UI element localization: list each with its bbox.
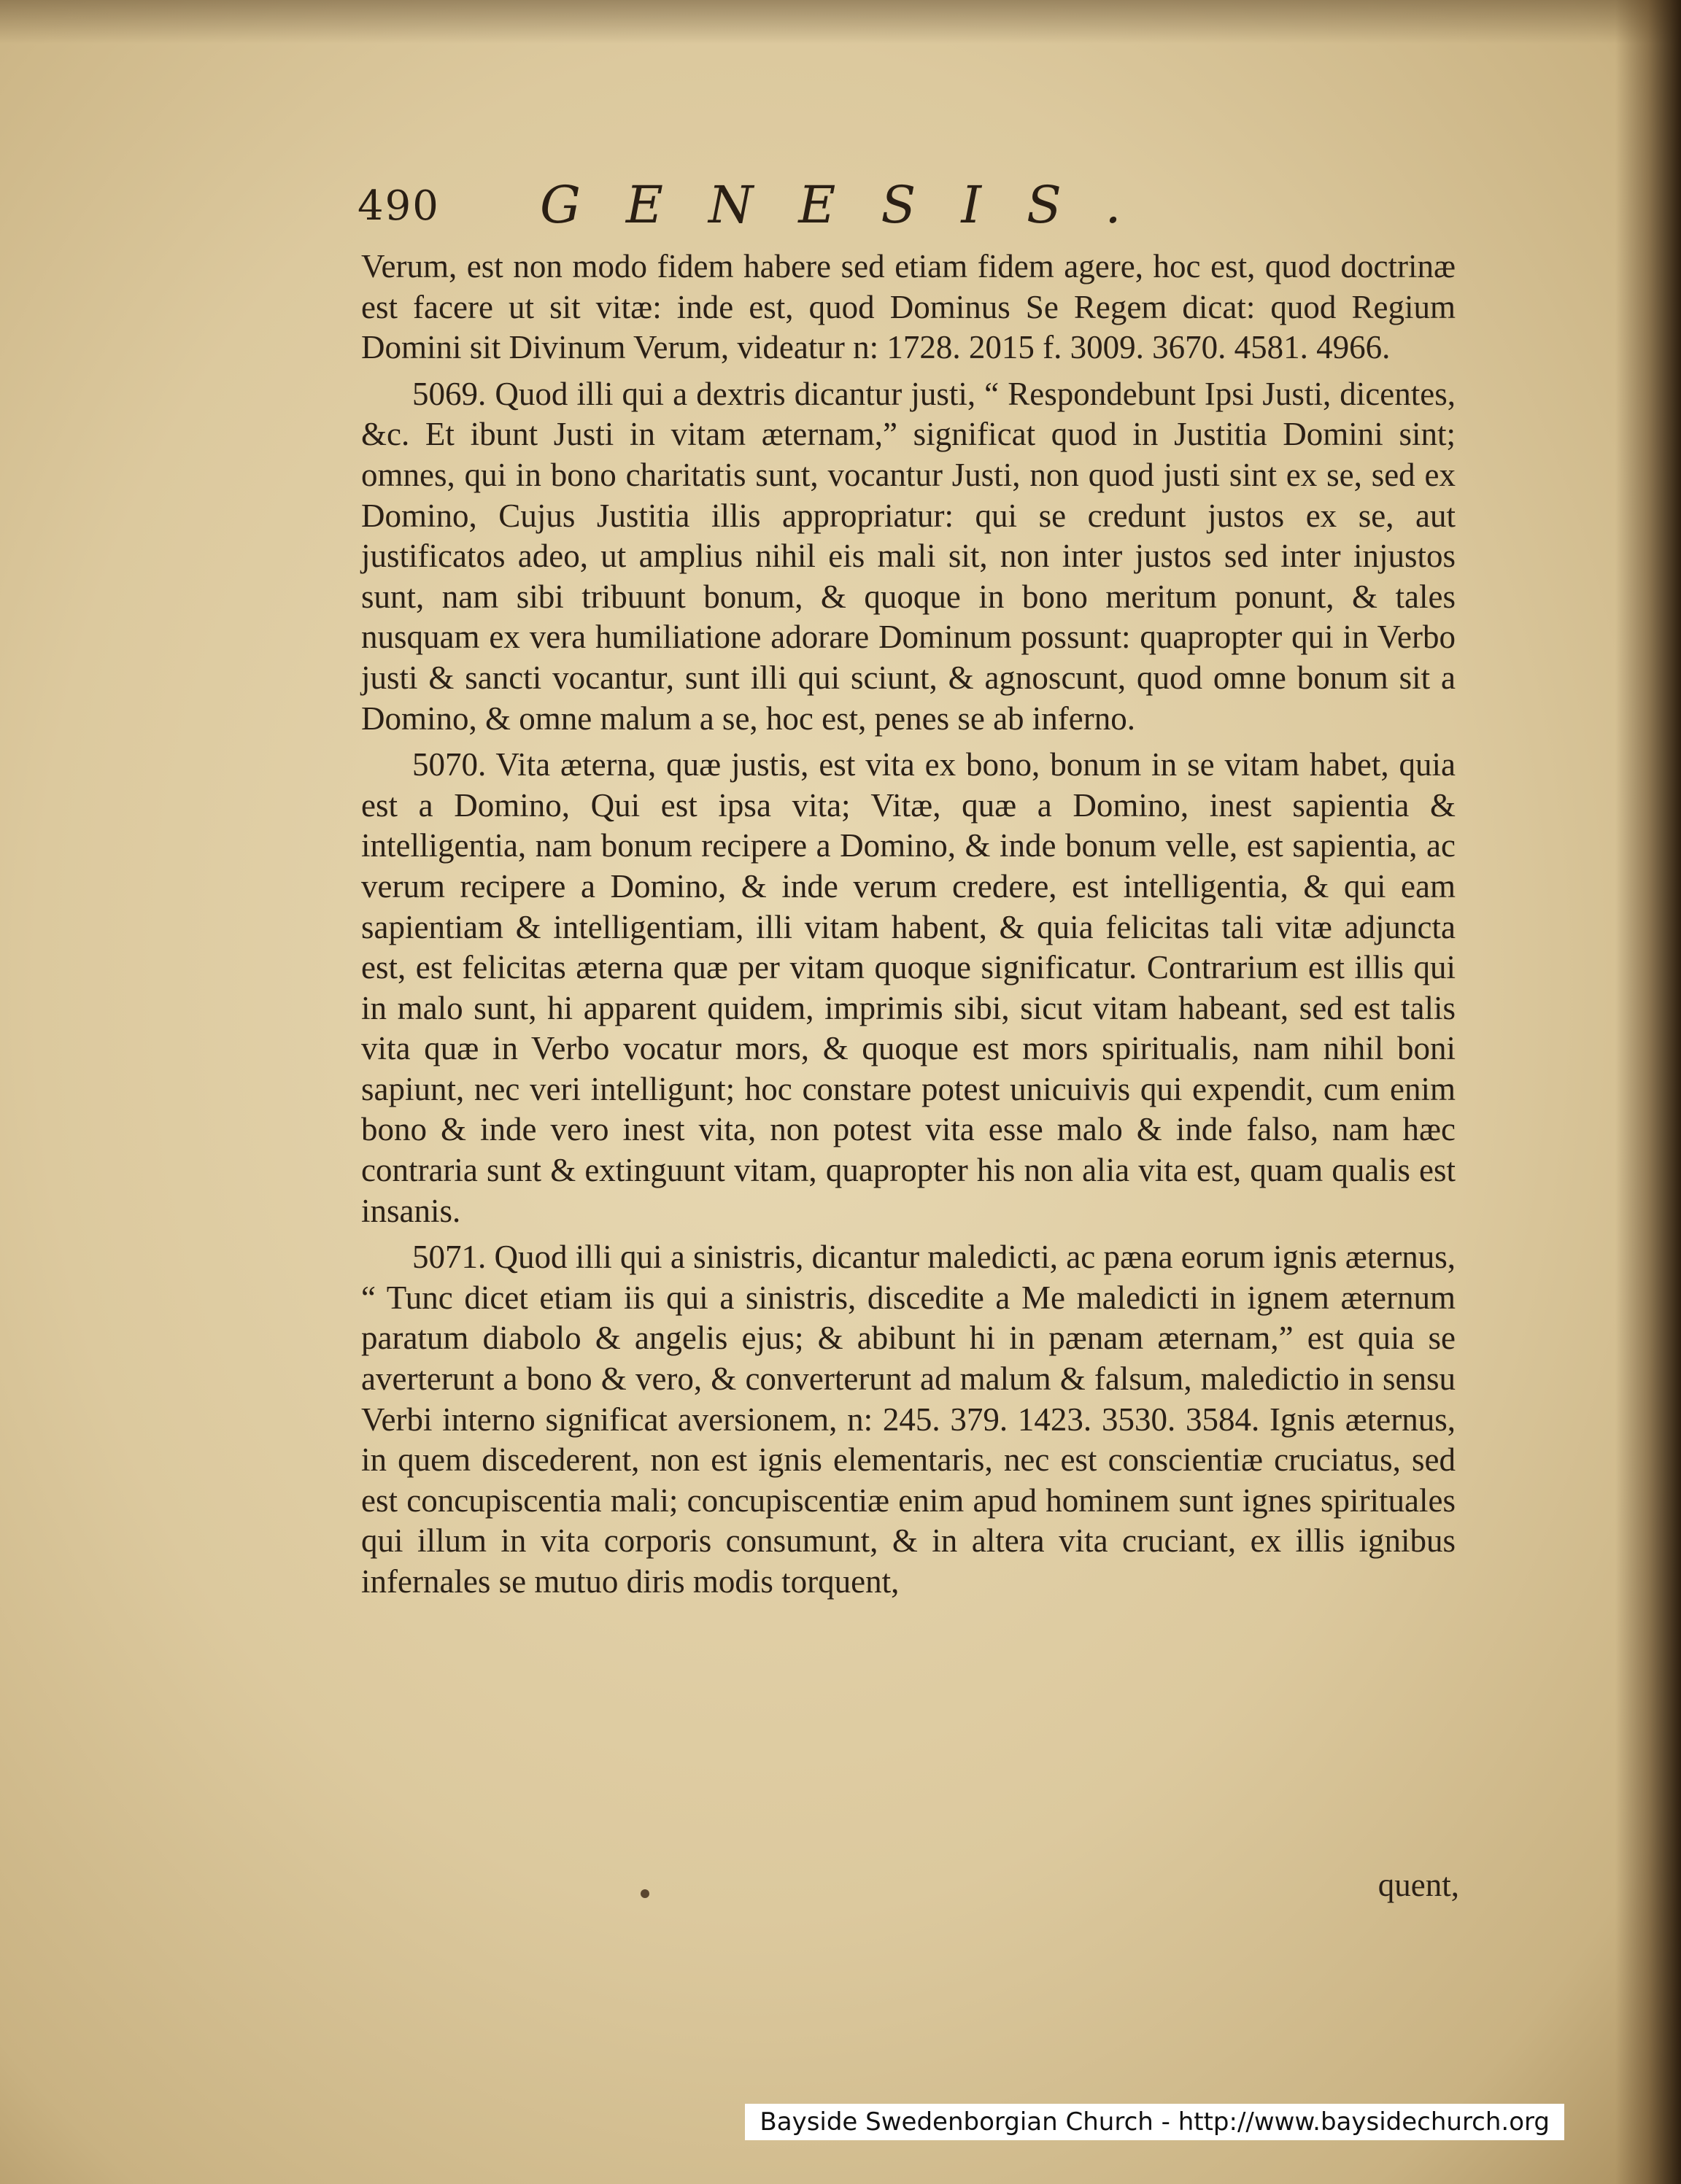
catchword: quent,: [1377, 1867, 1459, 1903]
printer-mark: [641, 1889, 649, 1898]
page-title: GENESIS.: [540, 175, 1167, 235]
watermark-text: Bayside Swedenborgian Church - http://www.baysidechurch.org: [745, 2104, 1564, 2140]
watermark-bar: [0, 2104, 1681, 2140]
running-head: [358, 175, 1466, 255]
paragraph-5069: 5069. Quod illi qui a dextris dicantur justi, “ Respondebunt Ipsi Justi, dicentes, &c. Et ibunt Justi in vitam æternam,” significat quod in Justitia Domini sint; omnes, qui in bono charitatis sunt, vocantur Justi, non quod justi sint ex se, sed ex Domino, Cujus Justitia illis appropriatur: qui se credunt justos ex se, aut justificatos adeo, ut amplius nihil eis mali sit, non inter justos sed inter injustos sunt, nam sibi tribuunt bonum, & quoque in bono meritum ponunt, & tales nusquam ex vera humiliatione adorare Dominum possunt: quapropter qui in Verbo justi & sancti vocantur, sunt illi qui sciunt, & agnoscunt, quod omne bonum sit a Domino, & omne malum a se, hoc est, penes se ab inferno.: [361, 375, 1456, 737]
paragraph-continuation: Verum, est non modo fidem habere sed etiam fidem agere, hoc est, quod doctrinæ est facere ut sit vitæ: inde est, quod Dominus Se Regem dicat: quod Regium Domini sit Divinum Verum, videatur n: 1728. 2015 f. 3009. 3670. 4581. 4966.: [361, 248, 1456, 366]
page-shadow-top: [0, 0, 1681, 44]
paragraph-5070: 5070. Vita æterna, quæ justis, est vita ex bono, bonum in se vitam habet, quia est a Domino, Qui est ipsa vita; Vitæ, quæ a Domino, inest sapientia & intelligentia, nam bonum recipere a Domino, & inde bonum velle, est sapientia, ac verum recipere a Domino, & inde verum credere, est intelligentia, & qui eam sapientiam & intelligentiam, illi vitam habent, & quia felicitas tali vitæ adjuncta est, est felicitas æterna quæ per vitam quoque significatur. Contrarium est illis qui in malo sunt, hi apparent quidem, imprimis sibi, sicut vitam habeant, sed est talis vita quæ in Verbo vocatur mors, & quoque est mors spiritualis, nam nihil boni sapiunt, nec veri intelligunt; hoc constare potest unicuivis qui expendit, cum enim bono & inde vero inest vita, non potest vita esse malo & inde falso, nam hæc contraria sunt & extinguunt vitam, quapropter his non alia vita est, quam qualis est insanis.: [361, 746, 1456, 1229]
body-text: [361, 247, 1456, 1603]
paragraph-5071: 5071. Quod illi qui a sinistris, dicantur maledicti, ac pæna eorum ignis æternus, “ Tunc dicet etiam iis qui a sinistris, discedite a Me maledicti in ignem æternum paratum diabolo & angelis ejus; & abibunt hi in pænam æternam,” est quia se averterunt a bono & vero, & converterunt ad malum & falsum, maledictio in sensu Verbi interno significat aversionem, n: 245. 379. 1423. 3530. 3584. Ignis æternus, in quem discederent, non est ignis elementaris, nec est conscientiæ cruciatus, sed est concupiscentia mali; concupiscentiæ enim apud hominem sunt ignes spirituales qui illum in vita corporis consumunt, & in altera vita cruciant, ex illis ignibus infernales se mutuo diris modis torquent,: [361, 1239, 1456, 1600]
page-number: 490: [358, 182, 440, 230]
book-gutter-edge: [1615, 0, 1681, 2184]
